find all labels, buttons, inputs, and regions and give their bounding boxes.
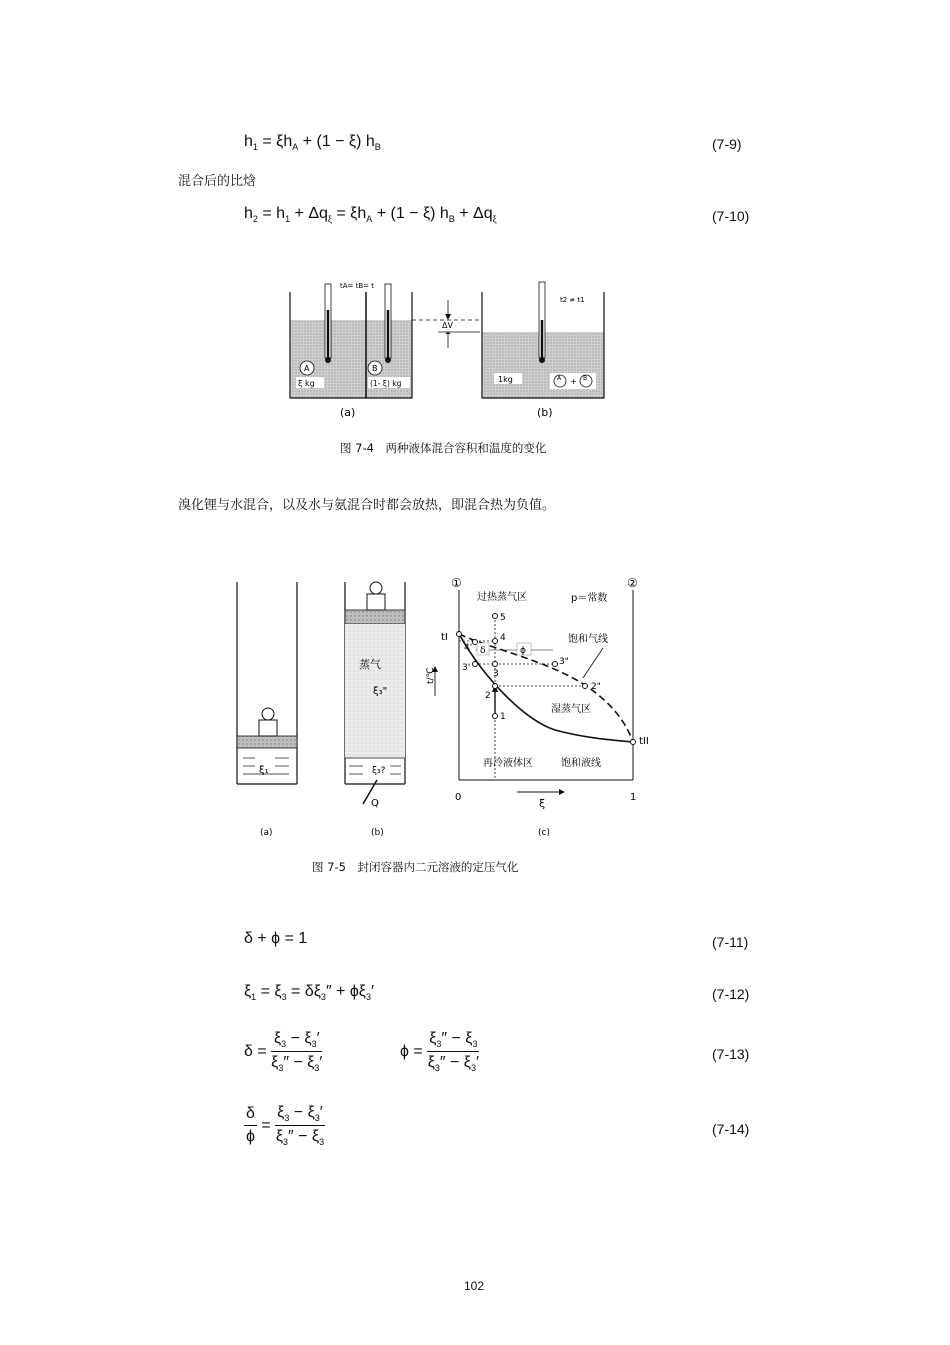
fig75-delta: δ [480,646,486,656]
fig74-label-b-mass: (1- ξ) kg [370,379,402,388]
equation-number-7-13: (7-13) [712,1046,750,1062]
fig75-p3: 3 [493,669,499,679]
fig75-p1: 1 [500,712,506,722]
fig75-sub-b: (b) [371,828,384,838]
fig74-label-top-b: t2 ≠ t1 [560,296,585,304]
equation-7-10: $h_2 = h_1 + \Delta q_\xi = \xi h_A + (1 - \xi) h_B + \Delta q_\xi$ [244,205,497,225]
fig75-x0: 0 [455,792,462,803]
fig74-b-a: A [557,375,562,382]
fig75-sub-a: (a) [260,828,273,838]
figure-7-4-caption: 图 7-4 两种液体混合容积和温度的变化 [340,441,547,455]
equation-7-12: $\xi_1 = \xi_3 = \delta\xi_3'' + \phi\xi_3'$ [244,983,374,1003]
text-line-enthalpy: 混合后的比焓 [178,174,257,189]
fig75-sub-c: (c) [538,828,550,838]
fig75-xi3pp: ξ₃" [373,686,388,697]
figure-7-5-caption: 图 7-5 封闭容器内二元溶液的定压气化 [312,860,519,874]
equation-7-14: $\frac{\delta}{\phi}$ = $\frac{\xi_3 - \xi_3'}{\xi_3'' - \xi_3}$ [245,1104,325,1148]
equation-number-7-11: (7-11) [712,934,749,950]
figure-7-5 [225,570,655,845]
fig74-label-a: A [304,364,310,373]
paragraph-mixing-heat: 溴化锂与水混合，以及水与氨混合时都会放热，即混合热为负值。 [178,498,556,513]
fig75-sat-liquid: 饱和液线 [561,758,601,769]
fig75-xaxis: ξ [539,797,546,810]
fig75-subcooled: 再冷液体区 [483,758,533,769]
fig75-p2pp: 2" [591,682,601,692]
fig75-circle2: ② [627,576,638,590]
fig75-p4: 4 [500,633,506,643]
figure-7-4 [280,270,620,420]
fig74-b-plus: + [570,377,577,386]
fig75-t2: tII [639,736,649,747]
fig75-p3pp: 3" [559,657,569,667]
fig75-phi: ϕ [520,646,526,656]
fig75-t1: tI [441,632,448,643]
fig74-sub-b: (b) [537,406,553,419]
page-number: 102 [464,1279,485,1293]
fig74-delta-v: ΔV [442,321,453,330]
equation-7-13-phi: ϕ = $\frac{\xi_3'' - \xi_3}{\xi_3'' - \xi_3'}$ [400,1030,479,1074]
fig75-sat-vapor: 饱和气线 [568,634,608,645]
fig74-b-b: B [583,375,588,382]
fig75-x1: 1 [630,792,637,803]
fig74-sub-a: (a) [340,406,356,419]
fig74-label-top-a: tA= tB= t [340,282,375,290]
equation-number-7-12: (7-12) [712,986,750,1002]
fig75-p4p: 4' [464,643,473,653]
fig75-xi1: ξ₁ [259,765,269,776]
fig74-label-a-mass: ξ kg [298,379,315,388]
fig75-vapor: 蒸气 [359,658,381,671]
equation-number-7-14: (7-14) [712,1121,750,1137]
fig74-label-b: B [372,364,378,373]
fig75-p3p: 3' [462,663,471,673]
equation-number-7-10: (7-10) [712,208,750,224]
equation-number-7-9: (7-9) [712,136,742,152]
equation-7-9: $h_1 = \xi h_A + (1 - \xi)$ $h_B$ [244,133,381,153]
fig75-superheat: 过热蒸气区 [477,592,527,603]
fig75-circle1: ① [451,576,462,590]
fig75-xi3q: ξ₃? [372,766,386,776]
fig75-p5: 5 [500,613,506,623]
equation-7-13-delta: δ = $\frac{\xi_3 - \xi_3'}{\xi_3'' - \xi_3'}$ [244,1030,323,1074]
fig75-q: Q [371,798,379,809]
fig75-wet-vapor: 湿蒸气区 [551,704,591,715]
fig75-yaxis: t/℃ [426,667,436,684]
fig75-p-const: p＝常数 [571,593,608,604]
equation-7-11: δ + ϕ = 1 [244,930,308,947]
fig75-p2: 2 [485,691,491,701]
fig74-b-mass: 1kg [498,375,513,384]
